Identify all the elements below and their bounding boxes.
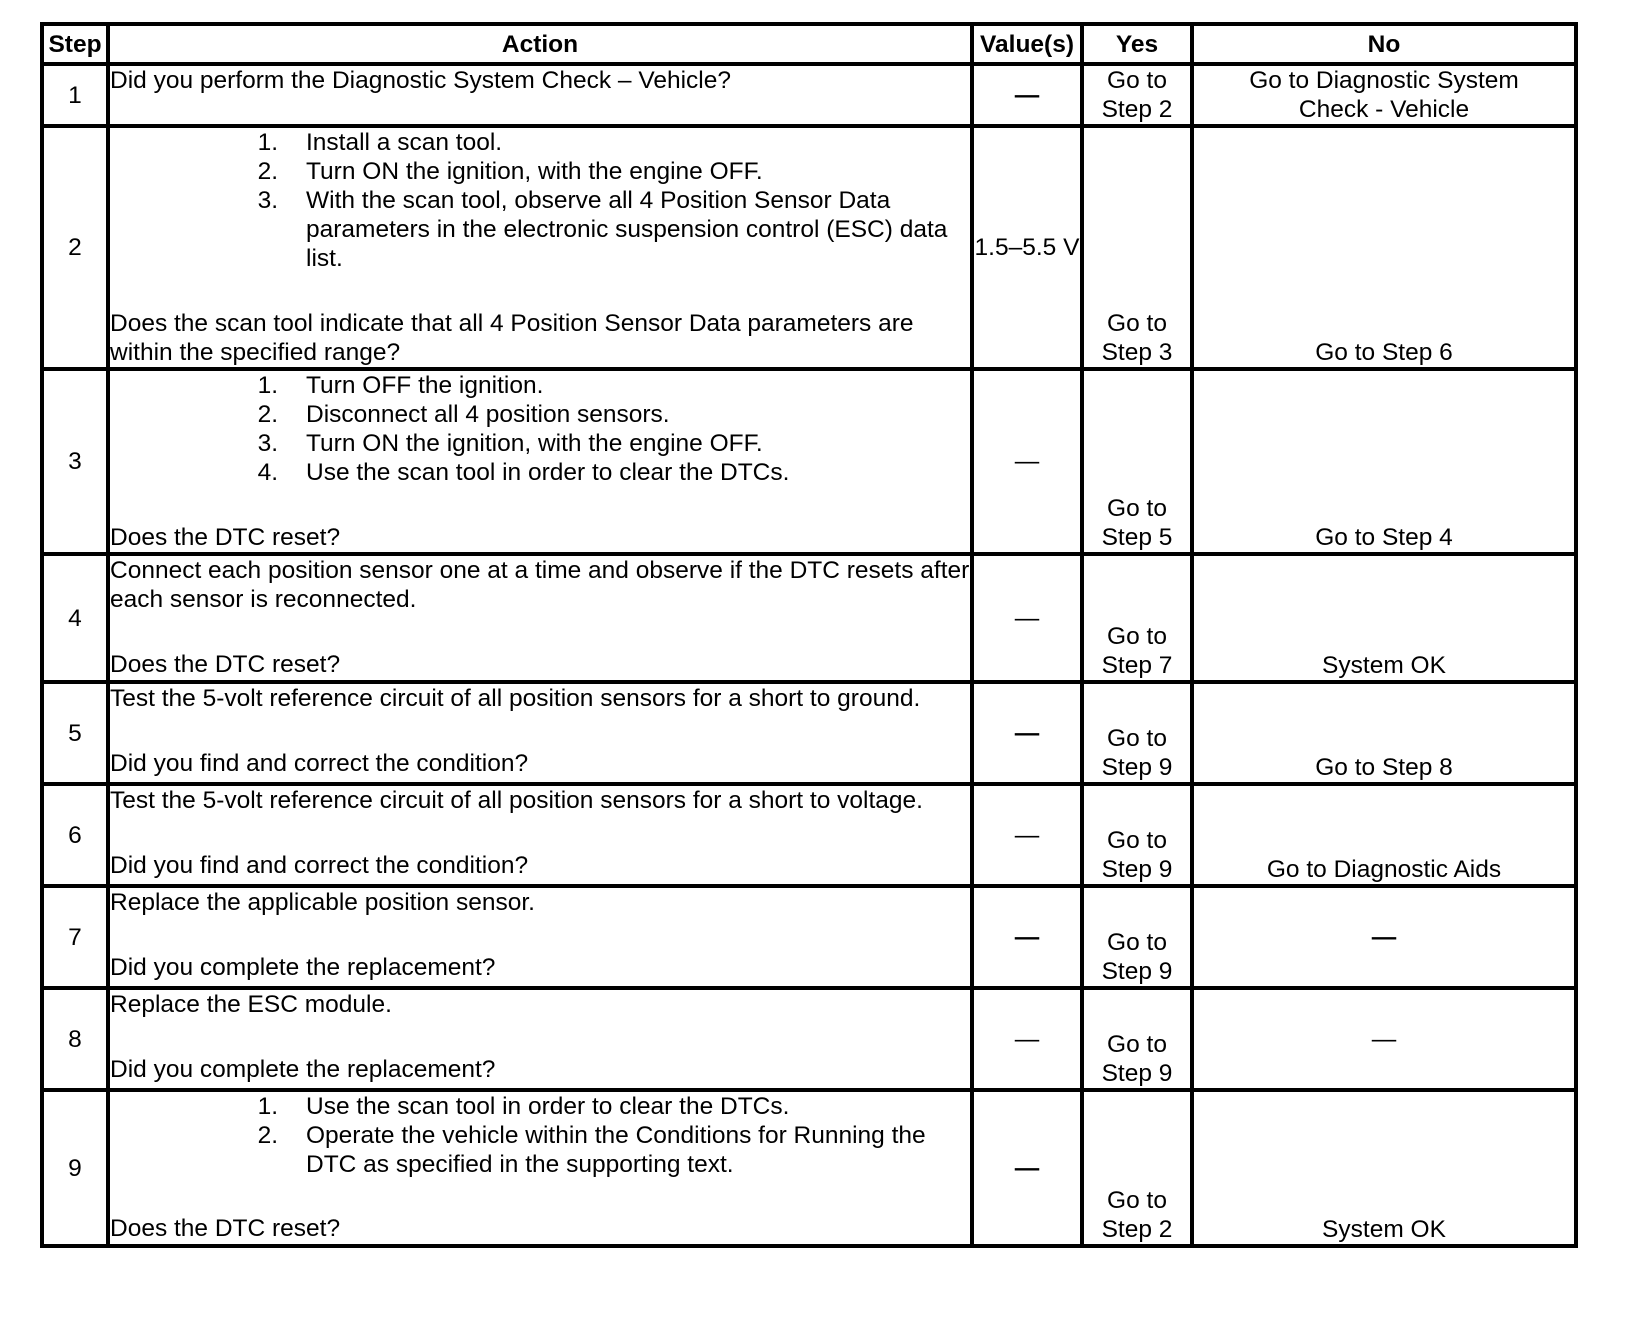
table-row [42, 1090, 1576, 1246]
action-cell [108, 1090, 972, 1246]
action-question: Did you find and correct the condition? [110, 852, 529, 879]
value-text: — [1014, 821, 1040, 849]
list-number: 3. [257, 187, 278, 214]
no-line-1: — [1371, 1025, 1397, 1053]
list-number: 2. [257, 158, 278, 185]
header-no: No [1192, 24, 1576, 64]
value-text: — [1014, 1025, 1040, 1053]
list-item [110, 1092, 970, 1121]
table-row [42, 886, 1576, 988]
yes-line-2: Step 5 [1101, 524, 1173, 551]
yes-line-1: Go to [1107, 623, 1167, 650]
action-text: Replace the ESC module. [110, 991, 392, 1018]
action-question: Does the DTC reset? [110, 651, 341, 678]
action-cell [108, 369, 972, 554]
value-cell [972, 64, 1082, 126]
no-line-1: Go to Diagnostic Aids [1266, 856, 1502, 883]
value-cell [972, 682, 1082, 784]
no-cell [1192, 64, 1576, 126]
action-question: Does the DTC reset? [110, 524, 341, 551]
value-text: — [1014, 604, 1040, 632]
no-cell [1192, 682, 1576, 784]
yes-cell [1082, 554, 1192, 682]
value-cell [972, 554, 1082, 682]
no-line-1: Go to Diagnostic System [1249, 67, 1519, 94]
list-text: Turn ON the ignition, with the engine OFF. [306, 430, 763, 457]
yes-line-1: Go to [1107, 310, 1167, 337]
table-row [42, 369, 1576, 554]
value-cell [972, 1090, 1082, 1246]
yes-cell [1082, 1090, 1192, 1246]
action-text: Did you perform the Diagnostic System Check – Vehicle? [110, 67, 731, 94]
step-number: 7 [42, 886, 108, 988]
yes-line-1: Go to [1107, 1031, 1167, 1058]
value-text: — [1014, 923, 1040, 951]
table-row [42, 126, 1576, 369]
list-item [110, 186, 970, 273]
list-item [110, 128, 970, 157]
diagnostic-table [40, 22, 1578, 1248]
list-item [110, 429, 970, 458]
action-cell [108, 64, 972, 126]
no-line-2: Check - Vehicle [1298, 96, 1470, 123]
step-number: 1 [42, 64, 108, 126]
no-cell [1192, 886, 1576, 988]
action-list [110, 128, 970, 273]
header-action: Action [108, 24, 972, 64]
value-text: — [1014, 719, 1040, 747]
no-line-1: Go to Step 8 [1315, 754, 1453, 781]
table-row [42, 554, 1576, 682]
value-cell [972, 988, 1082, 1090]
no-line-1: — [1371, 923, 1397, 951]
step-number: 9 [42, 1090, 108, 1246]
list-text: Turn ON the ignition, with the engine OFF. [306, 158, 763, 185]
action-question: Did you find and correct the condition? [110, 750, 529, 777]
step-number: 8 [42, 988, 108, 1090]
yes-line-1: Go to [1107, 495, 1167, 522]
list-item [110, 400, 970, 429]
yes-line-2: Step 2 [1101, 96, 1173, 123]
list-text: Turn OFF the ignition. [306, 372, 544, 399]
yes-line-2: Step 3 [1101, 339, 1173, 366]
yes-line-1: Go to [1107, 827, 1167, 854]
yes-line-1: Go to [1107, 1187, 1167, 1214]
header-step: Step [42, 24, 108, 64]
step-number: 5 [42, 682, 108, 784]
value-text: — [1014, 81, 1040, 109]
list-text: Disconnect all 4 position sensors. [306, 401, 670, 428]
value-cell [972, 126, 1082, 369]
list-text: Use the scan tool in order to clear the DTCs. [306, 459, 790, 486]
action-cell [108, 126, 972, 369]
no-cell [1192, 1090, 1576, 1246]
header-values: Value(s) [972, 24, 1082, 64]
step-number: 4 [42, 554, 108, 682]
no-cell [1192, 369, 1576, 554]
action-question: Did you complete the replacement? [110, 954, 496, 981]
list-number: 4. [257, 459, 278, 486]
action-text: Replace the applicable position sensor. [110, 889, 535, 916]
list-item [110, 458, 970, 487]
yes-cell [1082, 886, 1192, 988]
yes-line-2: Step 9 [1101, 856, 1173, 883]
value-cell [972, 369, 1082, 554]
yes-cell [1082, 64, 1192, 126]
no-line-1: Go to Step 4 [1315, 524, 1453, 551]
step-number: 6 [42, 784, 108, 886]
table-row [42, 682, 1576, 784]
action-cell [108, 886, 972, 988]
yes-line-2: Step 7 [1101, 652, 1173, 679]
list-item [110, 371, 970, 400]
yes-cell [1082, 784, 1192, 886]
no-cell [1192, 126, 1576, 369]
table-row [42, 784, 1576, 886]
list-number: 1. [257, 372, 278, 399]
action-text: Test the 5-volt reference circuit of all position sensors for a short to ground. [110, 685, 921, 712]
action-cell [108, 784, 972, 886]
list-text: Operate the vehicle within the Conditions for Running the DTC as specified in the supporting text. [306, 1122, 926, 1178]
action-list [110, 371, 970, 487]
yes-line-1: Go to [1107, 725, 1167, 752]
list-number: 1. [257, 129, 278, 156]
list-text: With the scan tool, observe all 4 Position Sensor Data parameters in the electronic suspension control (ESC) data list. [306, 187, 948, 272]
yes-line-2: Step 9 [1101, 958, 1173, 985]
step-number: 2 [42, 126, 108, 369]
action-cell [108, 682, 972, 784]
value-text: 1.5–5.5 V [974, 234, 1080, 261]
action-question: Does the scan tool indicate that all 4 Position Sensor Data parameters are within the specified range? [110, 310, 914, 366]
action-question: Did you complete the replacement? [110, 1056, 496, 1083]
yes-cell [1082, 682, 1192, 784]
yes-cell [1082, 369, 1192, 554]
yes-cell [1082, 126, 1192, 369]
header-row [42, 24, 1576, 64]
yes-line-2: Step 2 [1101, 1216, 1173, 1243]
header-yes: Yes [1082, 24, 1192, 64]
no-line-1: System OK [1322, 1216, 1446, 1243]
no-line-1: System OK [1322, 652, 1446, 679]
yes-line-1: Go to [1107, 67, 1167, 94]
value-cell [972, 886, 1082, 988]
action-cell [108, 554, 972, 682]
action-text: Test the 5-volt reference circuit of all position sensors for a short to voltage. [110, 787, 923, 814]
value-text: — [1014, 1154, 1040, 1182]
action-list [110, 1092, 970, 1179]
list-number: 2. [257, 1122, 278, 1149]
list-item [110, 1121, 970, 1179]
no-cell [1192, 988, 1576, 1090]
list-text: Use the scan tool in order to clear the DTCs. [306, 1093, 790, 1120]
table-row [42, 988, 1576, 1090]
list-number: 2. [257, 401, 278, 428]
action-cell [108, 988, 972, 1090]
value-cell [972, 784, 1082, 886]
yes-line-2: Step 9 [1101, 1060, 1173, 1087]
yes-line-1: Go to [1107, 929, 1167, 956]
action-text: Connect each position sensor one at a time and observe if the DTC resets after each sensor is reconnected. [110, 557, 970, 613]
no-cell [1192, 784, 1576, 886]
value-text: — [1014, 448, 1040, 475]
list-item [110, 157, 970, 186]
no-line-1: Go to Step 6 [1315, 339, 1453, 366]
action-question: Does the DTC reset? [110, 1215, 341, 1242]
step-number: 3 [42, 369, 108, 554]
table-row [42, 64, 1576, 126]
no-cell [1192, 554, 1576, 682]
list-number: 1. [257, 1093, 278, 1120]
yes-cell [1082, 988, 1192, 1090]
yes-line-2: Step 9 [1101, 754, 1173, 781]
list-text: Install a scan tool. [306, 129, 503, 156]
list-number: 3. [257, 430, 278, 457]
